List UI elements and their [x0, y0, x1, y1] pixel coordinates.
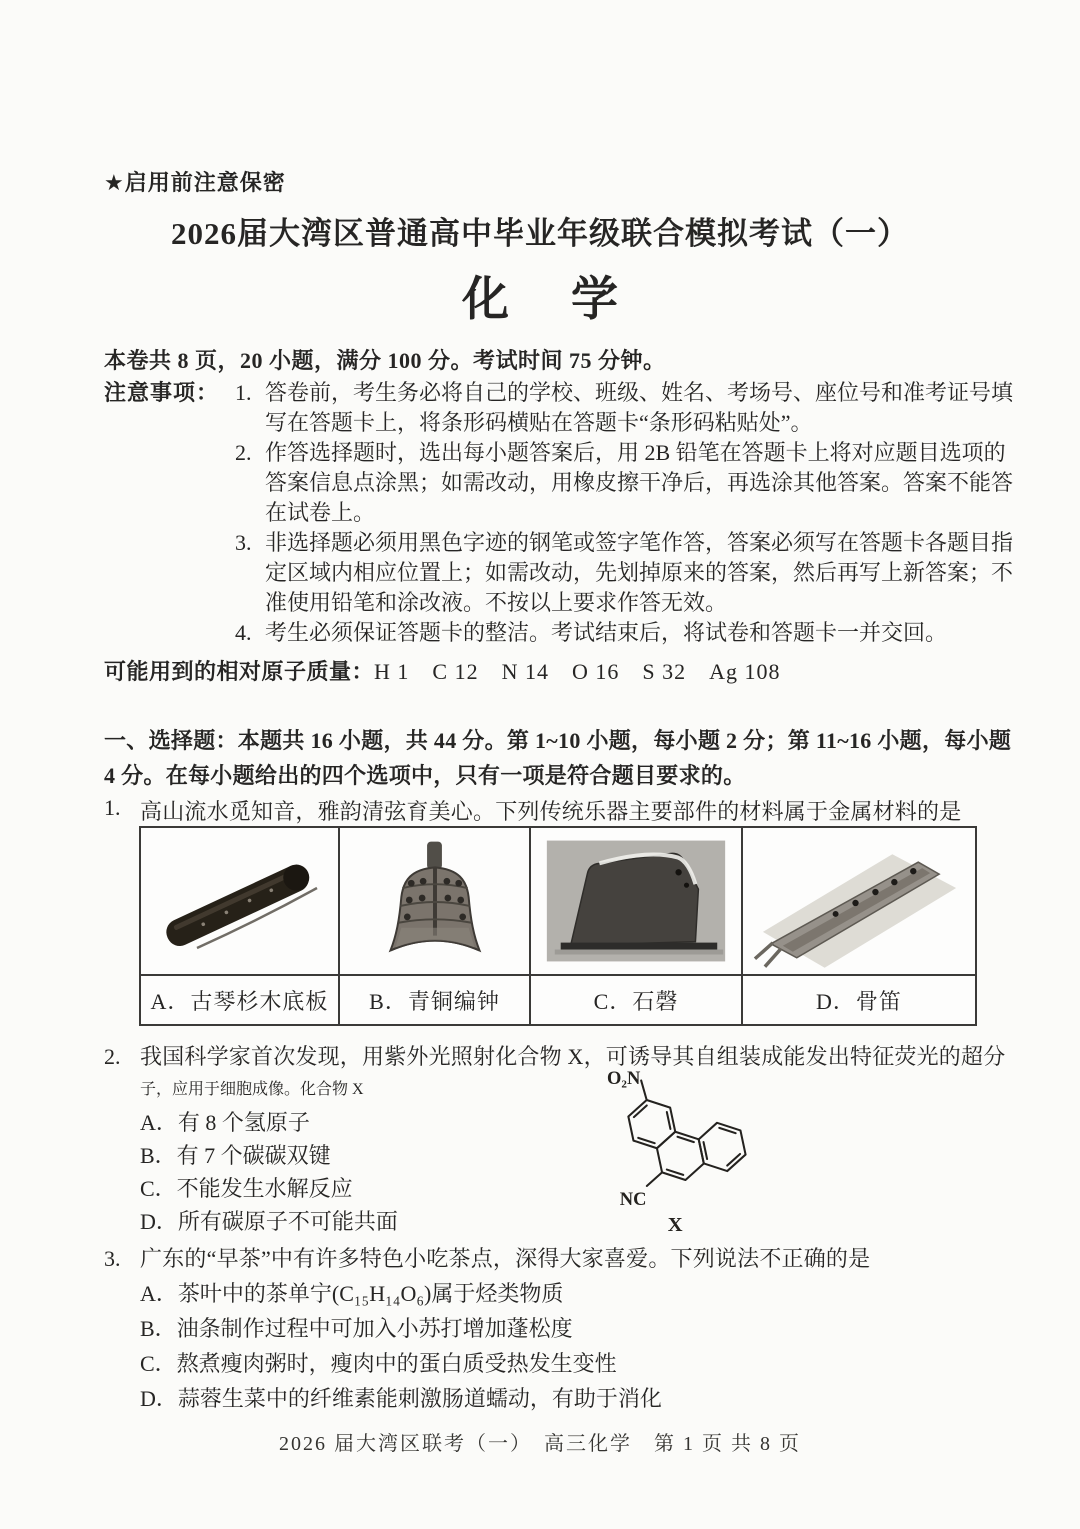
- atomic-mass-values: H 1 C 12 N 14 O 16 S 32 Ag 108: [374, 659, 781, 684]
- subject-char-1: 化: [462, 274, 509, 326]
- bronze-chime-bell-photo: [338, 828, 529, 974]
- q2-option-c: C．不能发生水解反应: [140, 1176, 353, 1201]
- q1-option-d-label: D．骨笛: [741, 974, 975, 1024]
- stone-chime-photo: [529, 828, 741, 974]
- question-3: [104, 1241, 984, 1416]
- question-1-options-table: [139, 826, 977, 1026]
- notice-item-number: 2.: [235, 440, 252, 465]
- notice-line: 在试卷上。: [265, 500, 376, 525]
- question-3-stem: 广东的“早茶”中有许多特色小吃茶点，深得大家喜爱。下列说法不正确的是: [140, 1246, 871, 1271]
- bone-flute-image: [743, 828, 975, 974]
- notice-line: 写在答题卡上，将条形码横贴在答题卡“条形码粘贴处”。: [265, 410, 813, 435]
- q2-option-b: B．有 7 个碳碳双键: [140, 1143, 331, 1168]
- atomic-mass-line: [104, 655, 780, 686]
- guqin-image: [141, 828, 338, 974]
- q3-option-c: C．熬煮瘦肉粥时，瘦肉中的蛋白质受热发生变性: [140, 1351, 617, 1376]
- question-2-number: 2.: [104, 1044, 121, 1069]
- question-1-stem: 高山流水觅知音，雅韵清弦育美心。下列传统乐器主要部件的材料属于金属材料的是: [140, 799, 962, 824]
- security-notice: ★启用前注意保密: [104, 170, 286, 195]
- q1-option-a-label: A．古琴杉木底板: [141, 974, 338, 1024]
- bronze-bell-image: [340, 828, 529, 974]
- atomic-mass-label: 可能用到的相对原子质量：: [104, 659, 375, 684]
- bone-flute-photo: [741, 828, 975, 974]
- notice-label: 注意事项：: [104, 380, 220, 405]
- question-2-stem-line-1: 我国科学家首次发现，用紫外光照射化合物 X，可诱导其自组装成能发出特征荧光的超分: [140, 1044, 1006, 1069]
- notice-item-text: [265, 378, 1013, 438]
- question-3-number: 3.: [104, 1246, 121, 1271]
- q1-option-b-label: B．青铜编钟: [338, 974, 529, 1024]
- notice-line: 定区域内相应位置上；如需改动，先划掉原来的答案，然后再写上新答案；不: [265, 560, 1014, 585]
- nitro-group-label: O₂N: [607, 1067, 641, 1088]
- notice-item-text: [265, 618, 947, 648]
- section-1-heading: [104, 723, 1012, 793]
- compound-x-label: X: [667, 1213, 683, 1236]
- notice-item-number: 4.: [235, 620, 252, 645]
- q3-option-b: B．油条制作过程中可加入小苏打增加蓬松度: [140, 1316, 573, 1341]
- exam-title: 2026届大湾区普通高中毕业年级联合模拟考试（一）: [171, 216, 909, 251]
- notice-item-4: [235, 618, 984, 648]
- compound-x-structure: [588, 1048, 783, 1238]
- notice-item-text: [265, 528, 1013, 618]
- subject-title: [0, 262, 1080, 329]
- subject-char-2: 学: [571, 274, 618, 326]
- notice-line: 考生必须保证答题卡的整洁。考试结束后，将试卷和答题卡一并交回。: [265, 620, 948, 645]
- notice-line: 非选择题必须用黑色字迹的钢笔或签字笔作答，答案必须写在答题卡各题目指: [265, 530, 1014, 555]
- question-2-stem-line-2: 子，应用于细胞成像。化合物 X: [140, 1081, 364, 1098]
- section-1-heading-line-1: 一、选择题：本题共 16 小题，共 44 分。第 1~10 小题，每小题 2 分；第 11~16 小题，每小题: [104, 728, 1012, 753]
- exam-notice-block: [104, 378, 1014, 648]
- notice-item-number: 3.: [235, 530, 252, 555]
- notice-line: 作答选择题时，选出每小题答案后，用 2B 铅笔在答题卡上将对应题目选项的: [265, 440, 1006, 465]
- isocyanide-group-label: NC: [619, 1189, 647, 1210]
- notice-line: 准使用铅笔和涂改液。不按以上要求作答无效。: [265, 590, 728, 615]
- paper-info-line: 本卷共 8 页，20 小题，满分 100 分。考试时间 75 分钟。: [104, 348, 666, 373]
- question-1: [104, 795, 984, 826]
- q3-option-d: D．蒜蓉生菜中的纤维素能刺激肠道蠕动，有助于消化: [140, 1386, 662, 1411]
- notice-line: 答案信息点涂黑；如需改动，用橡皮擦干净后，再选涂其他答案。答案不能答: [265, 470, 1014, 495]
- notice-item-text: [265, 438, 1013, 528]
- notice-line: 答卷前，考生务必将自己的学校、班级、姓名、考场号、座位号和准考证号填: [265, 380, 1014, 405]
- q2-option-a: A．有 8 个氢原子: [140, 1110, 310, 1135]
- notice-item-1: [235, 378, 1014, 438]
- guqin-cedar-board-photo: [141, 828, 338, 974]
- q2-option-d: D．所有碳原子不可能共面: [140, 1209, 398, 1234]
- notice-item-number: 1.: [235, 380, 252, 405]
- q1-option-c-label: C．石磬: [529, 974, 741, 1024]
- notice-item-2: [235, 438, 1014, 528]
- section-1-heading-line-2: 4 分。在每小题给出的四个选项中，只有一项是符合题目要求的。: [104, 763, 746, 788]
- notice-item-3: [235, 528, 1014, 618]
- question-2: [104, 1040, 1006, 1238]
- stone-chime-image: [531, 828, 741, 974]
- q3-option-a: A．茶叶中的茶单宁(C₁₅H₁₄O₆)属于烃类物质: [140, 1281, 564, 1306]
- page-footer: 2026 届大湾区联考（一） 高三化学 第 1 页 共 8 页: [279, 1433, 801, 1455]
- question-1-number: 1.: [104, 795, 121, 820]
